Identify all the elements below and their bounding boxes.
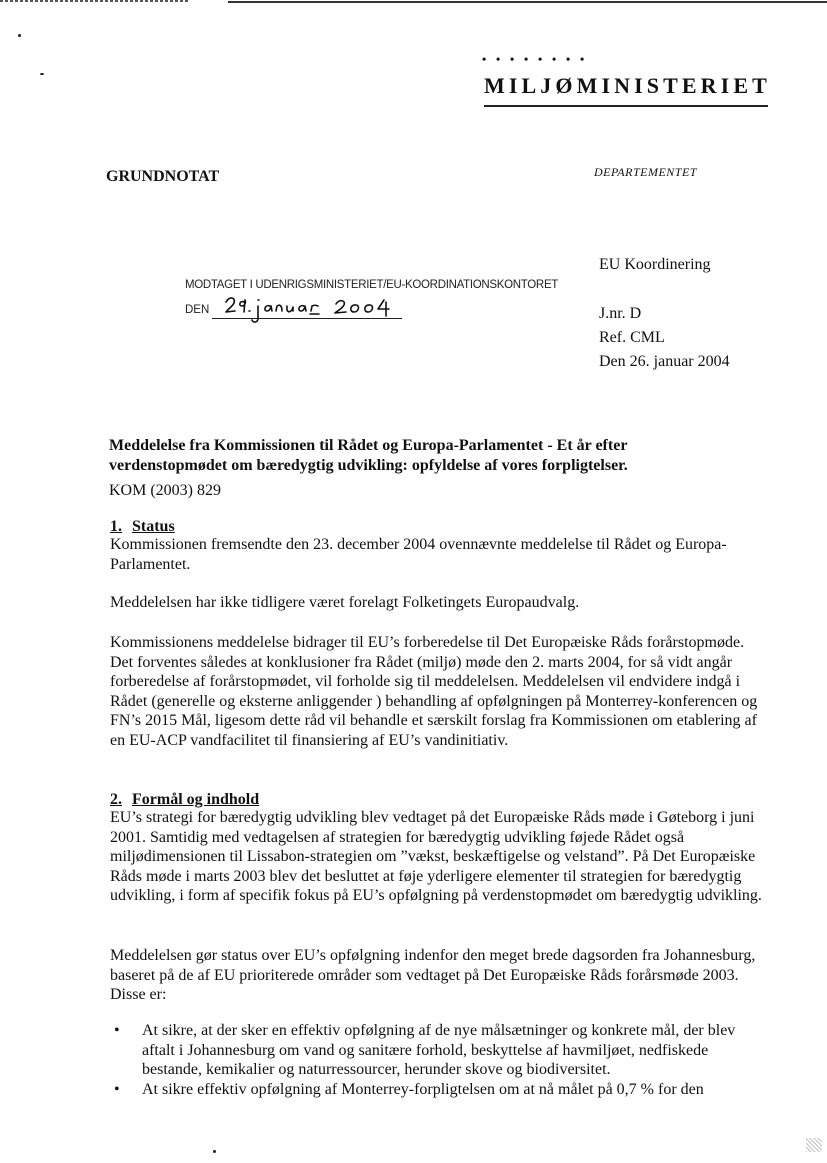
logo-dots: • • • • • • • • bbox=[482, 52, 588, 66]
scan-edge-line bbox=[0, 0, 190, 2]
logo-underline bbox=[484, 105, 768, 107]
section-number: 2. bbox=[110, 791, 122, 808]
scan-edge-line bbox=[228, 1, 827, 3]
section-title: Formål og indhold bbox=[132, 791, 260, 808]
paragraph: Meddelelsen har ikke tidligere været forelagt Folketingets Europaudvalg. bbox=[110, 594, 580, 611]
handwritten-date bbox=[224, 292, 404, 328]
list-item bbox=[110, 1080, 750, 1100]
reference-ref: Ref. CML bbox=[599, 329, 665, 346]
list-item-text: At sikre effektiv opfølgning af Monterrey-forpligtelsen om at nå målet på 0,7 % for den bbox=[142, 1080, 704, 1098]
stamp-den-label: DEN bbox=[185, 304, 210, 316]
paragraph: Kommissionens meddelelse bidrager til EU’s forberedelse til Det Europæiske Råds forårstopmøde. Det forventes således at konklusioner fra Rådet (miljø) møde den 2. marts 2004, for så vidt angår forberedelse af forårstopmødet, vil forholde sig til meddelelsen. Meddelelsen vil endvidere indgå i Rådet (generelle og eksterne anliggender ) behandling af opfølgningen på Monterrey-konferencen og FN’s 2015 Mål, ligesom dette råd vil behandle et særskilt forslag fra Kommissionen om etablering af en EU-ACP vandfacilitet til finansiering af EU’s vandinitiativ. bbox=[110, 634, 758, 749]
reference-jnr: J.nr. D bbox=[599, 305, 642, 322]
document-title: Meddelelse fra Kommissionen til Rådet og Europa-Parlamentet - Et år efter verdenstopmødet om bæredygtig udvikling: opfyldelse af vores forpligtelser. bbox=[109, 437, 628, 474]
received-stamp: MODTAGET I UDENRIGSMINISTERIET/EU-KOORDINATIONSKONTORET bbox=[185, 279, 559, 291]
scan-speck bbox=[40, 73, 44, 75]
list-item bbox=[110, 1021, 750, 1080]
paragraph: Kommissionen fremsendte den 23. december 2004 ovennævnte meddelelse til Rådet og Europa-Parlamentet. bbox=[110, 536, 727, 573]
scan-smudge bbox=[806, 1138, 822, 1152]
document-type: GRUNDNOTAT bbox=[106, 168, 220, 185]
priority-list bbox=[110, 1021, 750, 1099]
section-heading bbox=[110, 791, 259, 809]
reference-date: Den 26. januar 2004 bbox=[599, 353, 730, 370]
section-number: 1. bbox=[110, 518, 122, 535]
paragraph: Meddelelsen gør status over EU’s opfølgning indenfor den meget brede dagsorden fra Johannesburg, baseret på de af EU prioriterede områder som vedtaget på Det Europæiske Råds forårsmøde 2003. Disse er: bbox=[110, 947, 756, 1003]
reference-unit: EU Koordinering bbox=[599, 256, 711, 273]
scan-speck bbox=[213, 1150, 216, 1153]
kom-reference: KOM (2003) 829 bbox=[109, 482, 221, 499]
section-title: Status bbox=[132, 518, 175, 535]
scan-speck bbox=[18, 34, 21, 37]
paragraph: EU’s strategi for bæredygtig udvikling blev vedtaget på det Europæiske Råds møde i Gøteborg i juni 2001. Samtidig med vedtagelsen af strategien for bæredygtig udvikling føjede Rådet også miljødimensionen til Lissabon-strategien om ”vækst, beskæftigelse og velstand”. På Det Europæiske Råds møde i marts 2003 blev det besluttet at føje yderligere elementer til strategien for bæredygtig udvikling, i form af specifik fokus på EU’s opfølgning på verdenstopmødet om bæredygtig udvikling. bbox=[110, 809, 762, 904]
list-item-text: At sikre, at der sker en effektiv opfølgning af de nye målsætninger og konkrete mål, der blev aftalt i Johannesburg om vand og sanitære forhold, beskyttelse af havmiljøet, nedfiskede bestande, kemikalier og naturressourcer, herunder skove og biodiversitet. bbox=[142, 1022, 736, 1078]
bullet-icon: • bbox=[114, 1080, 120, 1098]
department-label: DEPARTEMENTET bbox=[594, 165, 697, 179]
bullet-icon: • bbox=[114, 1022, 120, 1039]
section-heading bbox=[110, 518, 175, 536]
ministry-logo: MILJØMINISTERIET bbox=[484, 73, 771, 98]
